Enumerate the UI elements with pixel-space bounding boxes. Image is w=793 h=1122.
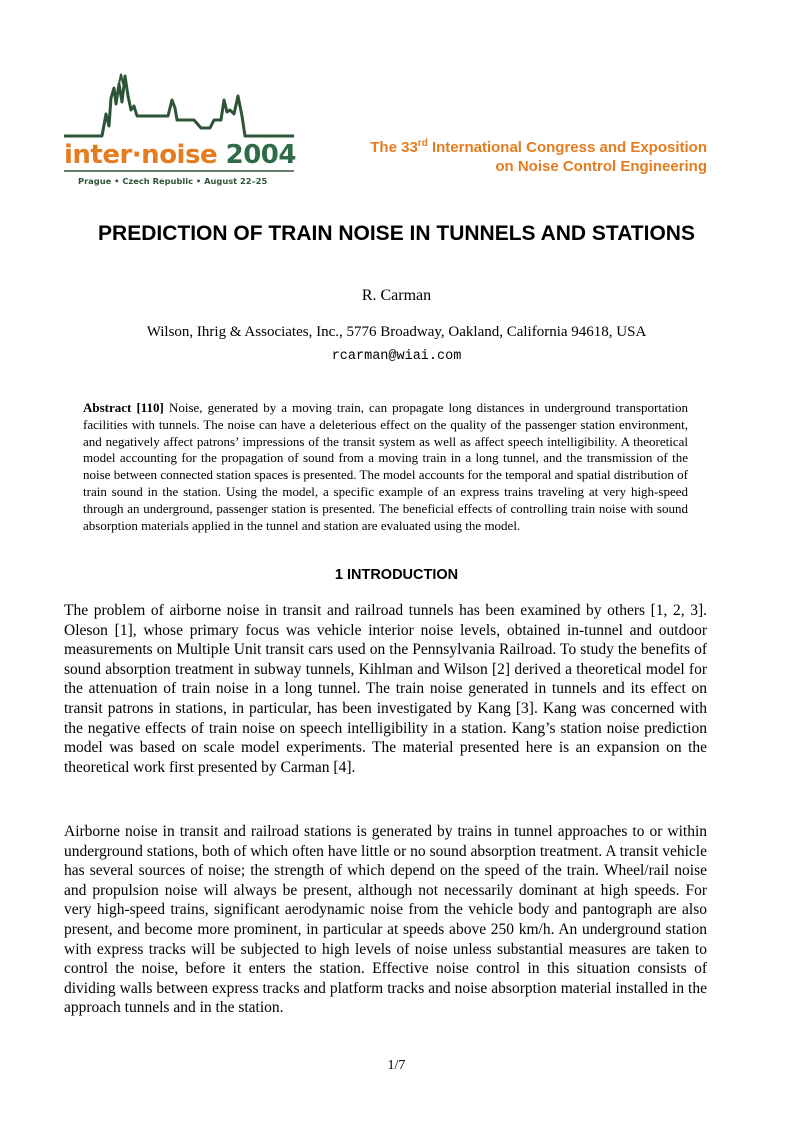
author-affiliation: Wilson, Ihrig & Associates, Inc., 5776 Broadway, Oakland, California 94618, USA: [146, 324, 647, 340]
logo-word-left: inter·noise: [64, 140, 218, 170]
author-name: R. Carman: [361, 287, 432, 304]
congress-prefix: The 33: [370, 139, 418, 156]
author-email: rcarman@wiai.com: [331, 349, 462, 364]
page-number: 1/7: [387, 1058, 406, 1073]
abstract-text: Noise, generated by a moving train, can propagate long distances in underground transportation facilities with tunnels. The noise can have a deleterious effect on the quality of the passenger station environment, and negatively affect patrons’ impressions of the transit system as well as affect speech intelligibility. A theoretical model accounting for the propagation of sound from a moving train in a long tunnel, and the transmission of the noise between connected station spaces is presented. The model accounts for the temporal and spatial distribution of train sound in the station. Using the model, a specific example of an express trains traveling at very high-speed through an underground, passenger station is presented. The beneficial effects of controlling train noise with sound absorption materials applied in the tunnel and station are evaluated using the model.: [83, 400, 688, 533]
body-paragraph: The problem of airborne noise in transit and railroad tunnels has been examined by others [1, 2, 3]. Oleson [1], whose primary focus was vehicle interior noise levels, obtained in-tunnel and outdoor measurements on Multiple Unit transit cars used on the Pennsylvania Railroad. To study the benefits of sound absorption treatment in subway tunnels, Kihlman and Wilson [2] derived a theoretical model for the attenuation of train noise in a long tunnel. The train noise generated in tunnels and its effect on transit patrons in stations, in particular, has been investigated by Kang [3]. Kang was concerned with the negative effects of train noise on speech intelligibility in a station. Kang’s station noise prediction model was based on scale model experiments. The material presented here is an expansion on the theoretical work first presented by Carman [4].: [64, 602, 707, 776]
body-paragraph: Airborne noise in transit and railroad stations is generated by trains in tunnel approaches to or within underground stations, both of which often have little or no sound absorption treatment. A transit vehicle has several sources of noise; the strength of which depend on the speed of the train. Wheel/rail noise and propulsion noise will always be present, although not necessarily dominant at high speeds. For very high-speed trains, significant aerodynamic noise from the vehicle body and pantograph are also present, and become more prominent, in particular at speeds above 250 km/h. An underground station with express tracks will be subjected to high levels of noise unless substantial measures are taken to control the noise, before it enters the station. Effective noise control in this situation consists of dividing walls between express tracks and platform tracks and noise absorption material installed in the approach tunnels and in the station.: [64, 823, 707, 1017]
conference-logo: [64, 70, 294, 194]
congress-heading: [370, 138, 707, 176]
logo-wordmark: [64, 140, 294, 170]
congress-title: International Congress and Exposition: [427, 139, 707, 156]
skyline-spires: [119, 74, 123, 84]
congress-line-1: [370, 138, 707, 157]
logo-subtitle: Prague • Czech Republic • August 22–25: [78, 176, 268, 186]
congress-ordinal-suffix: rd: [417, 138, 428, 149]
congress-line-2: on Noise Control Engineering: [495, 158, 707, 175]
abstract-label: Abstract [110]: [83, 400, 164, 415]
abstract: [83, 400, 688, 534]
logo-word-year: 2004: [217, 140, 296, 170]
skyline-line: [64, 76, 294, 136]
section-heading-introduction: 1 INTRODUCTION: [334, 567, 459, 583]
paper-title: PREDICTION OF TRAIN NOISE IN TUNNELS AND STATIONS: [98, 222, 695, 245]
